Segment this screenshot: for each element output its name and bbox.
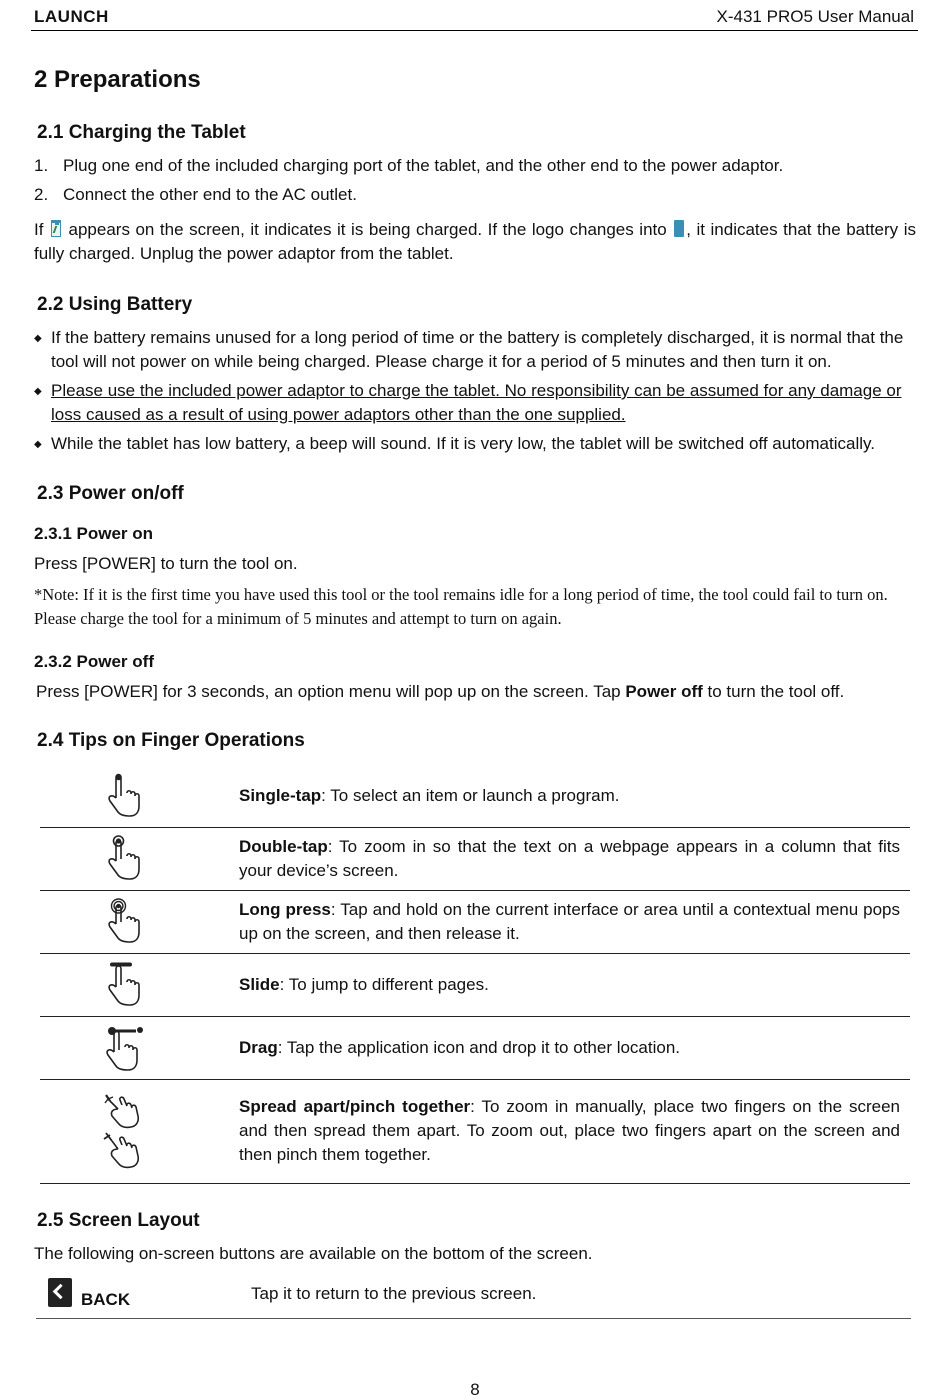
table-row	[40, 890, 910, 953]
drag-icon	[102, 1024, 146, 1072]
table-cell: Slide: To jump to different pages.	[239, 953, 910, 1016]
table-row	[40, 1016, 910, 1079]
section-2-4-title: 2.4 Tips on Finger Operations	[37, 730, 305, 751]
battery-bullet-2: Please use the included power adaptor to charge the tablet. No responsibility can be assumed for any damage or loss caused as a result of using power adaptors other than the one supplied.	[51, 381, 902, 424]
header-rule	[31, 30, 918, 31]
long-press-icon	[102, 898, 142, 946]
table-row	[40, 953, 910, 1016]
table-row	[40, 766, 910, 827]
table-cell: Single-tap: To select an item or launch a program.	[239, 766, 910, 827]
section-2-3-title: 2.3 Power on/off	[37, 483, 184, 504]
bullet-icon: ◆	[34, 439, 42, 450]
section-2-5-title: 2.5 Screen Layout	[37, 1210, 200, 1231]
step-1-number: 1.	[34, 156, 49, 175]
table-row	[40, 1079, 910, 1183]
power-on-text: Press [POWER] to turn the tool on.	[34, 554, 298, 573]
chapter-title: 2 Preparations	[34, 66, 201, 93]
screen-layout-intro: The following on-screen buttons are available on the bottom of the screen.	[34, 1244, 593, 1263]
table-cell: Double-tap: To zoom in so that the text on a webpage appears in a column that fits your device’s screen.	[239, 827, 910, 890]
power-on-note: *Note: If it is the first time you have used this tool or the tool remains idle for a long period of time, the tool could fail to turn on. Please charge the tool for a minimum of 5 minutes and attempt to turn on again.	[34, 585, 888, 628]
power-off-text: Press [POWER] for 3 seconds, an option menu will pop up on the screen. Tap Power off to turn the tool off.	[36, 682, 845, 701]
table-cell: Spread apart/pinch together: To zoom in manually, place two fingers on the screen and then spread them apart. To zoom out, place two fingers apart on the screen and then pinch them together.	[239, 1079, 910, 1183]
bullet-icon: ◆	[34, 333, 42, 344]
brand-logo: LAUNCH	[34, 7, 109, 26]
table-row	[40, 827, 910, 890]
step-2-number: 2.	[34, 185, 49, 204]
single-tap-icon	[102, 772, 142, 820]
finger-operations-table	[40, 766, 910, 1184]
battery-bullet-1: If the battery remains unused for a long period of time or the battery is completely discharged, it is normal that the tool will not power on while being charged. Please charge it for a period of 5 minutes and then turn it on.	[51, 328, 904, 371]
section-2-1-title: 2.1 Charging the Tablet	[37, 122, 246, 143]
power-off-title: 2.3.2 Power off	[34, 652, 154, 671]
battery-bullet-3: While the tablet has low battery, a beep will sound. If it is very low, the tablet will be switched off automatically.	[51, 434, 875, 453]
back-description: Tap it to return to the previous screen.	[251, 1284, 537, 1303]
spread-pinch-icon	[102, 1087, 146, 1175]
table-rule	[36, 1318, 911, 1319]
page-number: 8	[470, 1380, 480, 1399]
step-1-text: Plug one end of the included charging port of the tablet, and the other end to the power adaptor.	[63, 156, 784, 175]
battery-charging-icon	[51, 220, 61, 237]
power-on-title: 2.3.1 Power on	[34, 524, 154, 543]
slide-icon	[102, 961, 142, 1009]
back-arrow-icon	[48, 1278, 72, 1307]
table-cell: Drag: Tap the application icon and drop it to other location.	[239, 1016, 910, 1079]
bullet-icon: ◆	[34, 386, 42, 397]
step-2-text: Connect the other end to the AC outlet.	[63, 185, 357, 204]
section-2-2-title: 2.2 Using Battery	[37, 294, 193, 315]
manual-title: X-431 PRO5 User Manual	[716, 7, 914, 26]
battery-full-icon	[674, 220, 684, 237]
charging-paragraph: If appears on the screen, it indicates it is being charged. If the logo changes into , it indicates that the battery is fully charged. Unplug the power adaptor from the tablet.	[34, 220, 916, 263]
double-tap-icon	[102, 835, 142, 883]
table-cell: Long press: Tap and hold on the current interface or area until a contextual menu pops up on the screen, and then release it.	[239, 890, 910, 953]
back-label: BACK	[81, 1290, 131, 1309]
